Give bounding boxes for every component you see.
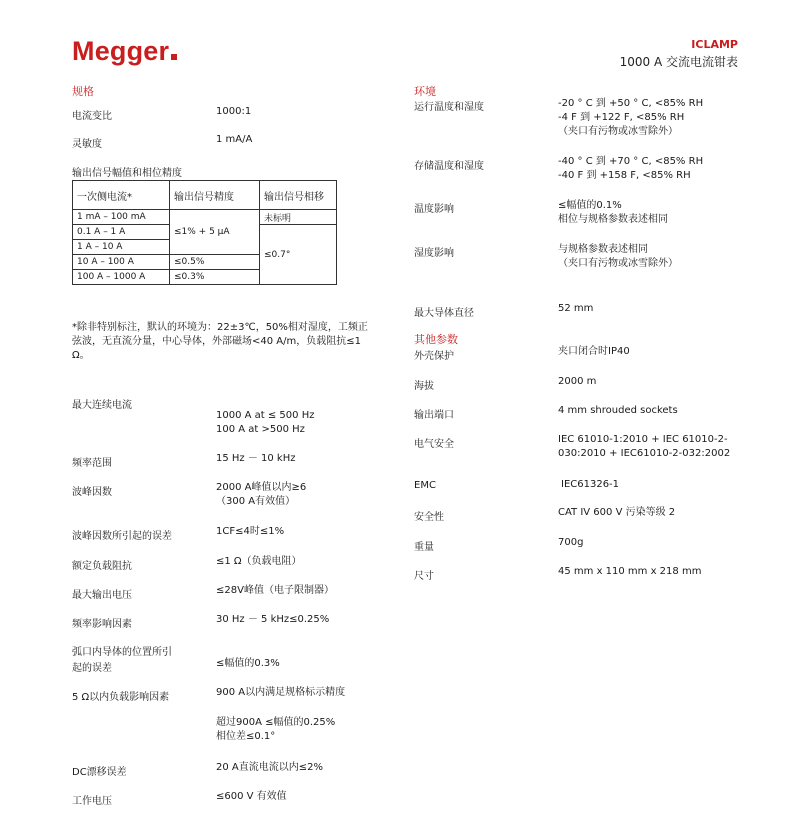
table-cell: 10 A – 100 A [73,255,170,270]
output-value: 4 mm shrouded sockets [558,405,678,416]
dc-drift-value: 20 A直流电流以内≤2% [216,762,323,773]
emc-value: IEC61326-1 [561,479,620,490]
freq-inf-value: 30 Hz － 5 kHz≤0.25% [216,614,330,625]
altitude-value: 2000 m [558,376,597,387]
table-cell: 1 A – 10 A [73,240,170,255]
logo-square-icon [171,54,177,60]
hum-inf-line2: （夹口有污物或冰雪除外） [558,258,678,269]
table-cell: ≤0.3% [170,270,260,285]
op-temp-label: 运行温度和湿度 [414,102,484,113]
table-cell: 未标明 [260,210,337,225]
load-inf-line3: 相位差≤0.1° [216,731,276,742]
table-cell: ≤0.5% [170,255,260,270]
load-inf-value: 900 A以内满足规格标示精度 [216,687,346,698]
table-cell: ≤1% + 5 µA [170,210,260,255]
accuracy-title: 输出信号幅值和相位精度 [72,168,182,179]
max-cont-label: 最大连续电流 [72,400,132,411]
security-value: CAT IV 600 V 污染等级 2 [558,507,676,518]
table-cell: 0.1 A – 1 A [73,225,170,240]
brand-logo [72,36,177,67]
work-v-value: ≤600 V 有效值 [216,791,287,802]
table-cell: 100 A – 1000 A [73,270,170,285]
crest-err-value: 1CF≤4时≤1% [216,526,285,537]
table-row [73,210,337,225]
spec-heading: 规格 [72,85,94,98]
freq-inf-label: 频率影响因素 [72,619,132,630]
freq-value: 15 Hz － 10 kHz [216,453,296,464]
table-header: 输出信号相移 [260,181,337,210]
max-out-label: 最大输出电压 [72,590,132,601]
op-temp-line2: -4 F 到 +122 F, <85% RH [558,112,685,123]
work-v-label: 工作电压 [72,796,112,807]
temp-inf-line2: 相位与规格参数表述相同 [558,214,668,225]
env-heading: 环境 [414,85,436,98]
temp-inf-label: 温度影响 [414,204,454,215]
hum-inf-label: 湿度影响 [414,248,454,259]
safety-line1: IEC 61010-1:2010 + IEC 61010-2- [558,434,728,445]
housing-label: 外壳保护 [414,351,454,362]
ratio-label: 电流变比 [72,111,112,122]
crest-label: 波峰因数 [72,487,112,498]
table-header: 输出信号精度 [170,181,260,210]
table-header: 一次侧电流* [73,181,170,210]
max-cond-value: 52 mm [558,303,594,314]
weight-value: 700g [558,537,584,548]
sensitivity-value: 1 mA/A [216,134,253,145]
emc-label: EMC [414,480,436,491]
table-cell: 1 mA – 100 mA [73,210,170,225]
op-temp-line1: -20 ° C 到 +50 ° C, <85% RH [558,98,704,109]
altitude-label: 海拔 [414,381,434,392]
crest-line1: 2000 A峰值以内≥6 [216,482,307,493]
dc-drift-label: DC漂移误差 [72,767,127,778]
load-value: ≤1 Ω（负载电阻） [216,556,302,567]
security-label: 安全性 [414,512,444,523]
safety-label: 电气安全 [414,439,454,450]
footnote: *除非特别标注，默认的环境为：22±3℃，50%相对湿度，工频正弦波，无直流分量，中心导体，外部磁场<40 A/m，负载阻抗≤1 Ω。 [72,322,368,361]
max-cont-line1: 1000 A at ≤ 500 Hz [216,410,315,421]
freq-label: 频率范围 [72,458,112,469]
brand-name: Megger [72,36,170,66]
ratio-value: 1000:1 [216,106,252,117]
st-temp-label: 存储温度和湿度 [414,161,484,172]
op-temp-line3: （夹口有污物或冰雪除外） [558,126,678,137]
accuracy-table [72,180,337,285]
table-cell: ≤0.7° [260,225,337,285]
pos-err-label-2: 起的误差 [72,663,112,674]
crest-err-label: 波峰因数所引起的误差 [72,531,172,542]
safety-line2: 030:2010 + IEC61010-2-032:2002 [558,448,731,459]
product-subtitle: 1000 A 交流电流钳表 [619,55,738,69]
temp-inf-line1: ≤幅值的0.1% [558,200,622,211]
weight-label: 重量 [414,542,434,553]
max-out-value: ≤28V峰值（电子限制器） [216,585,334,596]
size-label: 尺寸 [414,571,434,582]
load-inf-line2: 超过900A ≤幅值的0.25% [216,717,336,728]
crest-line2: （300 A有效值） [216,496,296,507]
load-label: 额定负载阻抗 [72,561,132,572]
size-value: 45 mm x 110 mm x 218 mm [558,566,702,577]
table-header-row [73,181,337,210]
st-temp-line1: -40 ° C 到 +70 ° C, <85% RH [558,156,704,167]
other-heading: 其他参数 [414,333,458,346]
hum-inf-line1: 与规格参数表述相同 [558,244,648,255]
sensitivity-label: 灵敏度 [72,139,102,150]
max-cont-line2: 100 A at >500 Hz [216,424,305,435]
product-name: ICLAMP [691,38,738,51]
pos-err-value: ≤幅值的0.3% [216,658,280,669]
housing-value: 夹口闭合时IP40 [558,346,630,357]
load-inf-label: 5 Ω以内负载影响因素 [72,692,170,703]
pos-err-label: 弧口内导体的位置所引 [72,647,172,658]
max-cond-label: 最大导体直径 [414,308,474,319]
st-temp-line2: -40 F 到 +158 F, <85% RH [558,170,691,181]
output-label: 输出端口 [414,410,454,421]
